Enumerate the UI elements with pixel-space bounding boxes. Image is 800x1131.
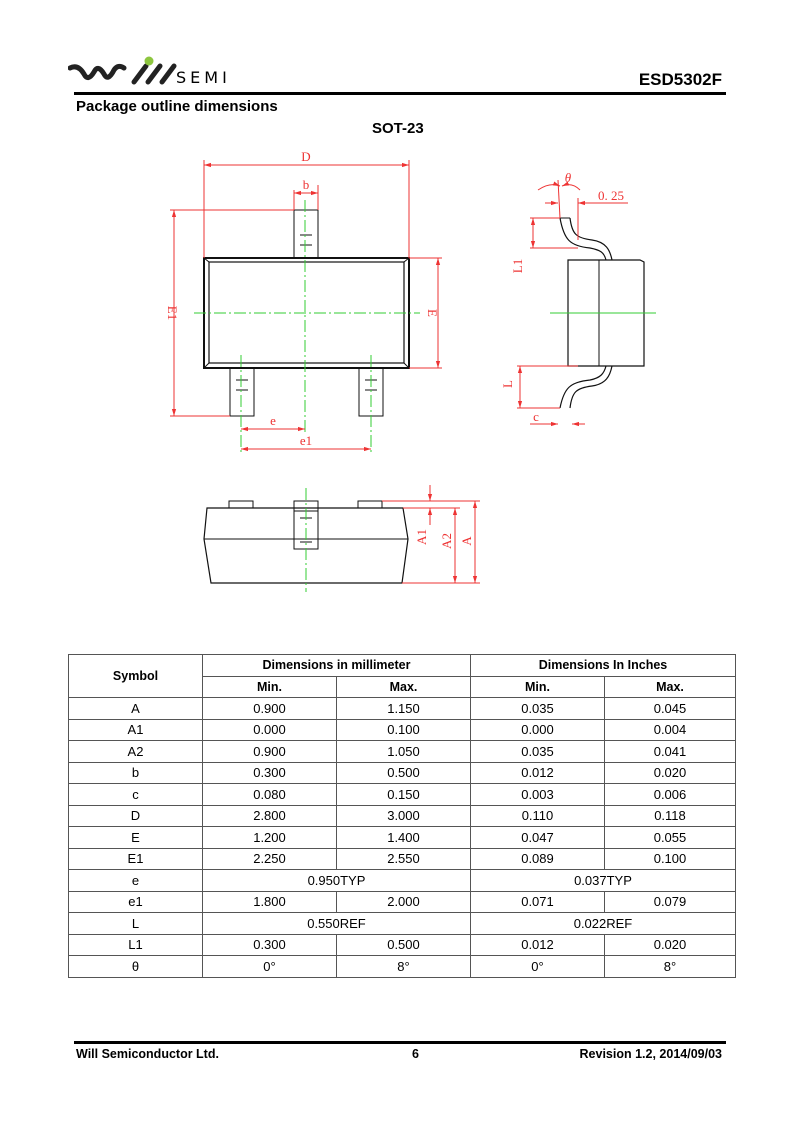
cell-mm-max: 1.050: [337, 741, 471, 763]
cell-mm-min: 0.300: [203, 934, 337, 956]
table-row: [69, 719, 736, 741]
cell-in-min: 0°: [471, 956, 605, 978]
cell-symbol: e1: [69, 891, 203, 913]
cell-mm-max: 1.150: [337, 698, 471, 720]
cell-in-min: 0.012: [471, 934, 605, 956]
cell-mm-min: 2.250: [203, 848, 337, 870]
dim-label-L1: L1: [510, 258, 525, 274]
footer-company: Will Semiconductor Ltd.: [76, 1047, 219, 1061]
table-row: [69, 741, 736, 763]
cell-symbol: e: [69, 870, 203, 892]
section-title: Package outline dimensions: [76, 98, 278, 115]
cell-mm-max: 2.550: [337, 848, 471, 870]
cell-symbol: A2: [69, 741, 203, 763]
dim-label-E1: E1: [165, 305, 180, 321]
in-max-header: Max.: [605, 676, 736, 698]
mm-min-header: Min.: [203, 676, 337, 698]
cell-symbol: c: [69, 784, 203, 806]
cell-in-max: 0.100: [605, 848, 736, 870]
cell-in-max: 0.041: [605, 741, 736, 763]
cell-mm-min: 1.200: [203, 827, 337, 849]
cell-in-min: 0.012: [471, 762, 605, 784]
cell-in-min: 0.003: [471, 784, 605, 806]
front-view: [204, 485, 480, 592]
cell-mm-min: 0.900: [203, 698, 337, 720]
cell-in-min: 0.035: [471, 698, 605, 720]
cell-in-max: 0.004: [605, 719, 736, 741]
cell-in-max: 0.118: [605, 805, 736, 827]
dim-label-A: A: [459, 536, 474, 546]
footer-divider: [74, 1041, 726, 1044]
dim-label-0-25: 0. 25: [598, 188, 624, 203]
cell-mm-min: 0.900: [203, 741, 337, 763]
top-view: [165, 149, 442, 452]
cell-in-merged: 0.037TYP: [471, 870, 736, 892]
table-row: [69, 956, 736, 978]
cell-mm-max: 0.500: [337, 762, 471, 784]
inch-group-header: Dimensions In Inches: [471, 655, 736, 677]
cell-mm-min: 0.300: [203, 762, 337, 784]
table-row: [69, 848, 736, 870]
dim-label-E: E: [425, 309, 440, 317]
cell-symbol: L1: [69, 934, 203, 956]
cell-mm-max: 3.000: [337, 805, 471, 827]
cell-in-min: 0.000: [471, 719, 605, 741]
cell-in-max: 0.055: [605, 827, 736, 849]
mm-max-header: Max.: [337, 676, 471, 698]
cell-in-merged: 0.022REF: [471, 913, 736, 935]
cell-in-min: 0.110: [471, 805, 605, 827]
cell-in-max: 0.045: [605, 698, 736, 720]
cell-mm-max: 1.400: [337, 827, 471, 849]
cell-in-max: 0.079: [605, 891, 736, 913]
cell-mm-min: 1.800: [203, 891, 337, 913]
cell-mm-max: 0.150: [337, 784, 471, 806]
part-number: ESD5302F: [638, 70, 722, 89]
dim-label-theta: θ: [564, 170, 572, 185]
table-row: [69, 698, 736, 720]
dim-label-A1: A1: [414, 529, 429, 545]
cell-symbol: E1: [69, 848, 203, 870]
package-title: SOT-23: [372, 120, 424, 137]
dim-label-e1: e1: [299, 433, 313, 448]
dimensions-table: [68, 654, 736, 978]
in-min-header: Min.: [471, 676, 605, 698]
table-row: [69, 784, 736, 806]
cell-in-min: 0.071: [471, 891, 605, 913]
cell-in-max: 0.020: [605, 762, 736, 784]
cell-in-min: 0.089: [471, 848, 605, 870]
footer-revision: Revision 1.2, 2014/09/03: [579, 1047, 722, 1061]
cell-mm-merged: 0.950TYP: [203, 870, 471, 892]
cell-symbol: A1: [69, 719, 203, 741]
cell-mm-merged: 0.550REF: [203, 913, 471, 935]
cell-mm-min: 2.800: [203, 805, 337, 827]
cell-mm-min: 0.080: [203, 784, 337, 806]
cell-in-max: 0.006: [605, 784, 736, 806]
dim-label-b: b: [302, 177, 310, 192]
table-row: [69, 913, 736, 935]
cell-mm-min: 0.000: [203, 719, 337, 741]
cell-in-max: 0.020: [605, 934, 736, 956]
table-row: [69, 934, 736, 956]
brand-suffix: SEMI: [176, 68, 231, 87]
cell-symbol: L: [69, 913, 203, 935]
table-row: [69, 762, 736, 784]
cell-mm-min: 0°: [203, 956, 337, 978]
dim-label-D: D: [301, 149, 311, 164]
dim-label-A2: A2: [439, 533, 454, 549]
cell-symbol: b: [69, 762, 203, 784]
dim-label-c: c: [533, 409, 539, 424]
cell-mm-max: 2.000: [337, 891, 471, 913]
cell-mm-max: 8°: [337, 956, 471, 978]
cell-symbol: E: [69, 827, 203, 849]
cell-in-max: 8°: [605, 956, 736, 978]
side-view: [500, 170, 656, 424]
table-row: [69, 827, 736, 849]
cell-symbol: θ: [69, 956, 203, 978]
table-row: [69, 805, 736, 827]
symbol-header: Symbol: [69, 655, 203, 698]
cell-mm-max: 0.500: [337, 934, 471, 956]
footer-page-number: 6: [412, 1047, 419, 1061]
mm-group-header: Dimensions in millimeter: [203, 655, 471, 677]
cell-symbol: D: [69, 805, 203, 827]
cell-in-min: 0.035: [471, 741, 605, 763]
dim-label-e: e: [270, 413, 276, 428]
table-row: [69, 870, 736, 892]
dim-label-L: L: [500, 380, 515, 388]
cell-in-min: 0.047: [471, 827, 605, 849]
table-row: [69, 891, 736, 913]
cell-mm-max: 0.100: [337, 719, 471, 741]
cell-symbol: A: [69, 698, 203, 720]
